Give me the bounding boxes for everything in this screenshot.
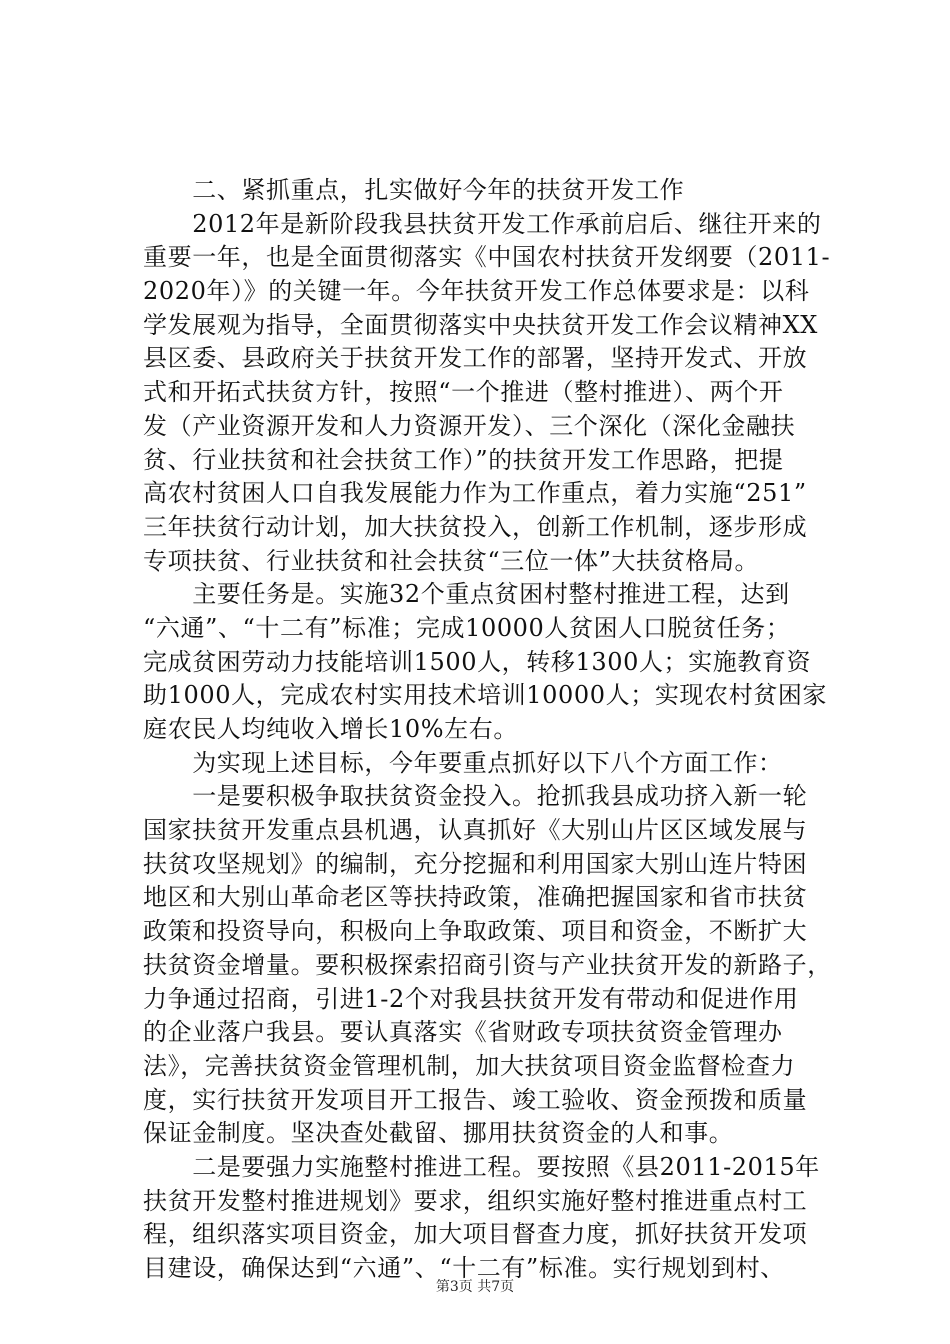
text-line: 县区委、县政府关于扶贫开发工作的部署，坚持开发式、开放: [143, 344, 808, 373]
text-line: 保证金制度。坚决查处截留、挪用扶贫资金的人和事。: [143, 1119, 734, 1148]
text-line: 三年扶贫行动计划，加大扶贫投入，创新工作机制，逐步形成: [143, 512, 808, 541]
text-line: 力争通过招商，引进1-2个对我县扶贫开发有带动和促进作用: [143, 984, 799, 1013]
text-line: 程，组织落实项目资金，加大项目督查力度，抓好扶贫开发项: [143, 1220, 808, 1249]
text-line: 的企业落户我县。要认真落实《省财政专项扶贫资金管理办: [143, 1018, 783, 1047]
text-line: 地区和大别山革命老区等扶持政策，准确把握国家和省市扶贫: [143, 883, 808, 912]
text-line: 发（产业资源开发和人力资源开发）、三个深化（深化金融扶: [143, 411, 796, 440]
text-line: 度，实行扶贫开发项目开工报告、竣工验收、资金预拨和质量: [143, 1085, 808, 1114]
text-line: 完成贫困劳动力技能培训1500人，转移1300人；实施教育资: [143, 647, 812, 676]
page-number-label: 第3页 共7页: [435, 1279, 515, 1295]
text-line: 二是要强力实施整村推进工程。要按照《县2011-2015年: [143, 1152, 820, 1181]
text-line: 重要一年，也是全面贯彻落实《中国农村扶贫开发纲要（2011-: [143, 243, 831, 272]
text-line: 为实现上述目标，今年要重点抓好以下八个方面工作：: [143, 748, 783, 777]
text-line: 专项扶贫、行业扶贫和社会扶贫“三位一体”大扶贫格局。: [143, 546, 760, 575]
document-body: [143, 174, 851, 1286]
text-line: 学发展观为指导，全面贯彻落实中央扶贫开发工作会议精神XX: [143, 310, 818, 339]
page-footer: [0, 1278, 950, 1296]
text-line: 二、紧抓重点，扎实做好今年的扶贫开发工作: [143, 176, 685, 204]
text-line: “六通”、“十二有”标准；完成10000人贫困人口脱贫任务；: [143, 613, 791, 642]
text-line: 国家扶贫开发重点县机遇，认真抓好《大别山片区区域发展与: [143, 816, 808, 845]
text-line: 2012年是新阶段我县扶贫开发工作承前启后、继往开来的: [143, 209, 822, 238]
text-line: 扶贫攻坚规划》的编制，充分挖掘和利用国家大别山连片特困: [143, 849, 808, 878]
text-line: 助1000人，完成农村实用技术培训10000人；实现农村贫困家: [143, 681, 828, 710]
text-line: 高农村贫困人口自我发展能力作为工作重点，着力实施“251”: [143, 479, 807, 508]
text-line: 扶贫开发整村推进规划》要求，组织实施好整村推进重点村工: [143, 1186, 808, 1215]
text-line: 庭农民人均纯收入增长10%左右。: [143, 715, 518, 743]
text-line: 式和开拓式扶贫方针，按照“一个推进（整村推进）、两个开: [143, 378, 784, 407]
text-line: 贫、行业扶贫和社会扶贫工作）”的扶贫开发工作思路，把提: [143, 445, 784, 474]
text-line: 目建设，确保达到“六通”、“十二有”标准。实行规划到村、: [143, 1254, 785, 1282]
text-line: 政策和投资导向，积极向上争取政策、项目和资金，不断扩大: [143, 917, 808, 946]
text-line: 扶贫资金增量。要积极探索招商引资与产业扶贫开发的新路子，: [143, 950, 832, 979]
text-line: 一是要积极争取扶贫资金投入。抢抓我县成功挤入新一轮: [143, 782, 808, 811]
text-line: 2020年）》的关键一年。今年扶贫开发工作总体要求是：以科: [143, 277, 810, 306]
text-line: 主要任务是。实施32个重点贫困村整村推进工程，达到: [143, 580, 790, 609]
text-line: 法》，完善扶贫资金管理机制，加大扶贫项目资金监督检查力: [143, 1051, 796, 1080]
